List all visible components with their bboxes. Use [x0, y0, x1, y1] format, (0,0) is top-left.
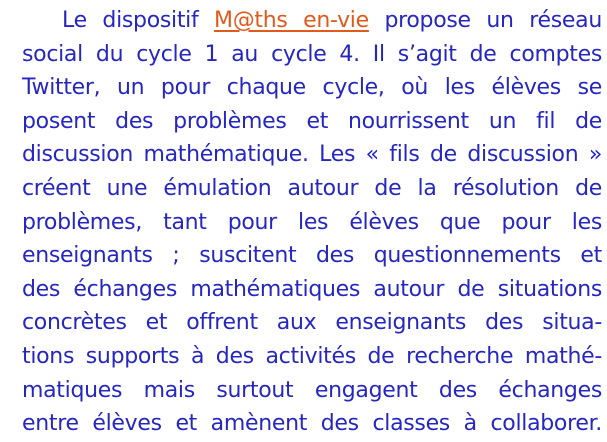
paragraph-line-6: créent une émulation autour de la résolution de [22, 175, 602, 201]
maths-en-vie-link[interactable]: M@ths en-vie [214, 8, 369, 33]
paragraph-line-13: entre élèves et amènent des classes à collaborer. [22, 411, 602, 437]
paragraph-line-7: problèmes, tant pour les élèves que pour les [22, 209, 602, 235]
paragraph-line-4: posent des problèmes et nourrissent un fil de [22, 108, 602, 134]
paragraph-line-5: discussion mathématique. Les « fils de discussion » [22, 142, 602, 168]
line-1-end: propose un réseau [368, 8, 602, 33]
paragraph-line-8: enseignants ; suscitent des questionnements et [22, 243, 602, 269]
paragraph-line-3: Twitter, un pour chaque cycle, où les élèves se [22, 75, 602, 101]
paragraph-line-10: concrètes et offrent aux enseignants des situa- [22, 310, 602, 336]
paragraph-line-9: des échanges mathématiques autour de situations [22, 276, 602, 302]
body-paragraph [22, 4, 602, 441]
paragraph-line-1 [22, 4, 602, 38]
paragraph-line-12: matiques mais surtout engagent des échanges [22, 377, 602, 403]
line-1-start: Le dispositif [62, 8, 215, 33]
paragraph-line-2: social du cycle 1 au cycle 4. Il s’agit de comptes [22, 41, 602, 67]
paragraph-line-11: tions supports à des activités de recherche mathé- [22, 343, 602, 369]
